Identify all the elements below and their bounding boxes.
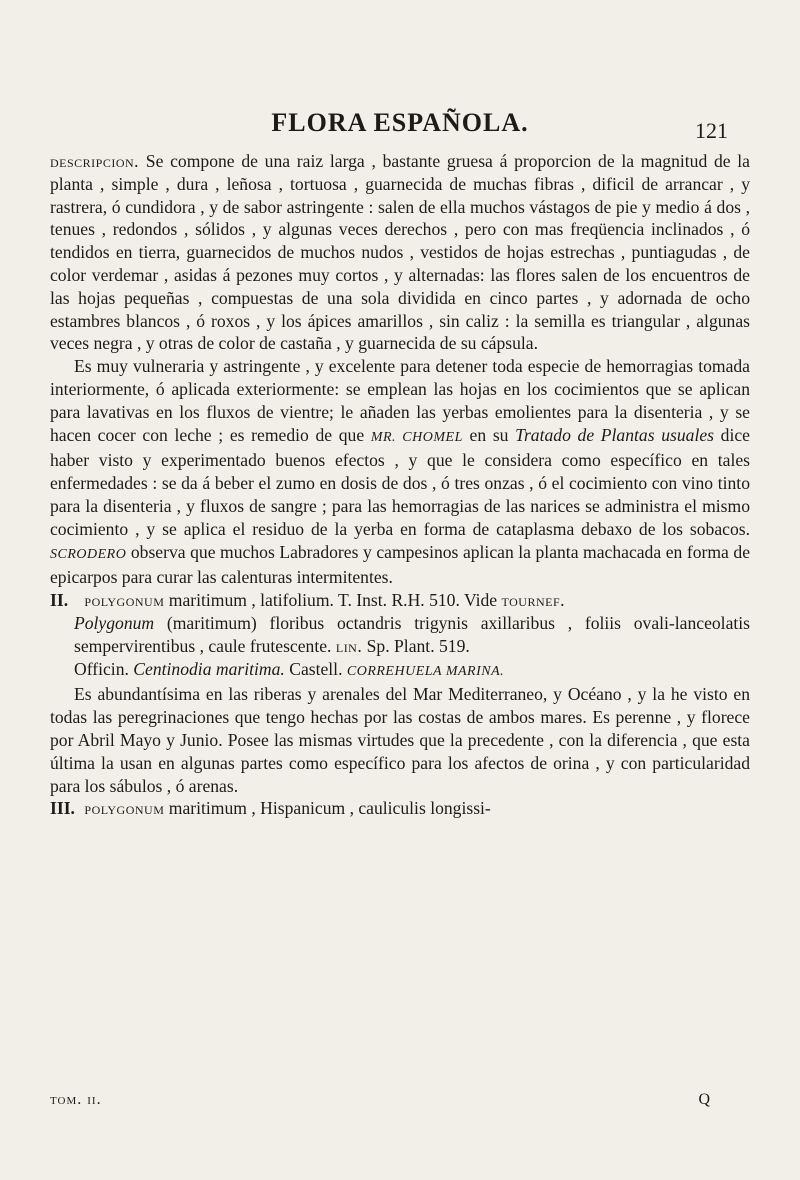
description-text: Se compone de una raiz larga , bastante gruesa á proporcion de la magnitud de la planta , simple , dura , leñosa , tortuosa , guarnecida de muchas fibras , dificil de arrancar , y rastrera, ó cundidora , y de sabor astringente : salen de ella muchos vástagos de pie y medio á dos , tenues , redondos , sólidos , y algunas veces derechos , pero con mas freqüencia inclinados , ó tendidos en tierra, guarnecidos de muchos nudos , vestidos de hojas estrechas , puntiagudas , de color verdemar , asidas á pezones muy cortos , y alternadas: las flores salen de los encuentros de las hojas pequeñas , compuestas de una sola dividida en cinco partes , y adornada de ocho estambres blancos , ó roxos , y los ápices amarillos , sin caliz : la semilla es triangular , algunas veces negra , y otras de color de castaña , y guarnecida de su cápsula.: [50, 151, 750, 354]
habitat-text: Es abundantísima en las riberas y arenales del Mar Mediterraneo, y Océano , y la he visto en todas las peregrinaciones que tengo hechas por las costas de ambos mares. Es perenne , y florece por Abril Mayo y Junio. Posee las mismas virtudes que la precedente , con la diferencia , que esta última la usan en algunas partes como específico para los afectos de orina , y con particularidad para los sábulos , ó arenas.: [50, 684, 750, 796]
castell-label: Castell.: [284, 658, 347, 679]
habitat-paragraph: [50, 683, 750, 797]
officinal-label: Officin.: [74, 658, 134, 679]
volume-signature: tom. ii.: [50, 1091, 102, 1108]
species-number-iii: III.: [50, 798, 75, 819]
species-iii-text: maritimum , Hispanicum , cauliculis longissi-: [164, 798, 491, 819]
author-chomel: MR. CHOMEL: [370, 429, 463, 445]
virtues-text-3: dice haber visto y experimentado buenos efectos , y que le considera como específico en tales enfermedades : se da á beber el zumo en dosis de dos , ó tres onzas , ó el cocimiento con vino tinto para la disenteria , y fluxos de sangre ; para las hemorragias de las narices se administra el mismo cocimiento , y se aplica el residuo de la yerba en forma de cataplasma debaxo de los sobacos.: [50, 424, 750, 539]
description-paragraph: [50, 150, 750, 355]
virtues-text-2: en su: [462, 424, 516, 445]
virtues-paragraph: [50, 355, 750, 589]
genus-name: polygonum: [84, 590, 165, 611]
genus-italic: Polygonum: [74, 612, 155, 633]
reference-tournef: tournef.: [501, 590, 566, 611]
linnaean-text: (maritimum) floribus octandris trigynis axillaribus , foliis ovali-lanceolatis sempervirentibus , caule frutescente.: [74, 612, 750, 656]
species-ii-text: maritimum , latifolium. T. Inst. R.H. 510. Vide: [164, 590, 502, 611]
officinal-italic-name: Centinodia maritima.: [133, 658, 285, 679]
officinal-name: [50, 658, 750, 684]
virtues-text-1: Es muy vulneraria y astringente , y excelente para detener toda especie de hemorragias tomada interiormente, ó aplicada exteriormente: se emplean las hojas en los cocimientos que se aplican para lavativas en los fluxos de vientre; le añaden las yerbas emolientes para la disenteria , y se hacen cocer con leche ; es remedio de que: [50, 356, 750, 445]
gathering-signature: Q: [698, 1091, 710, 1108]
linnaean-ref: Sp. Plant. 519.: [362, 635, 470, 656]
page-number: 121: [695, 118, 728, 143]
genus-name-iii: polygonum: [84, 798, 165, 819]
body-text: [50, 150, 750, 820]
book-title: Tratado de Plantas usuales: [515, 424, 715, 445]
author-scrodero: SCRODERO: [50, 546, 127, 562]
species-ii-heading: [50, 589, 750, 612]
species-iii-heading: [50, 797, 750, 820]
section-lead: descripcion.: [50, 151, 140, 171]
species-number: II.: [50, 590, 69, 611]
reference-lin: lin.: [335, 635, 363, 656]
virtues-text-4: observa que muchos Labradores y campesinos aplican la planta machacada en forma de epicarpos para curar las calenturas intermitentes.: [50, 541, 750, 588]
vernacular-name: CORREHUELA MARINA.: [346, 663, 505, 679]
page-header: [0, 108, 800, 148]
linnaean-description: [50, 612, 750, 658]
running-title: FLORA ESPAÑOLA.: [271, 108, 529, 137]
